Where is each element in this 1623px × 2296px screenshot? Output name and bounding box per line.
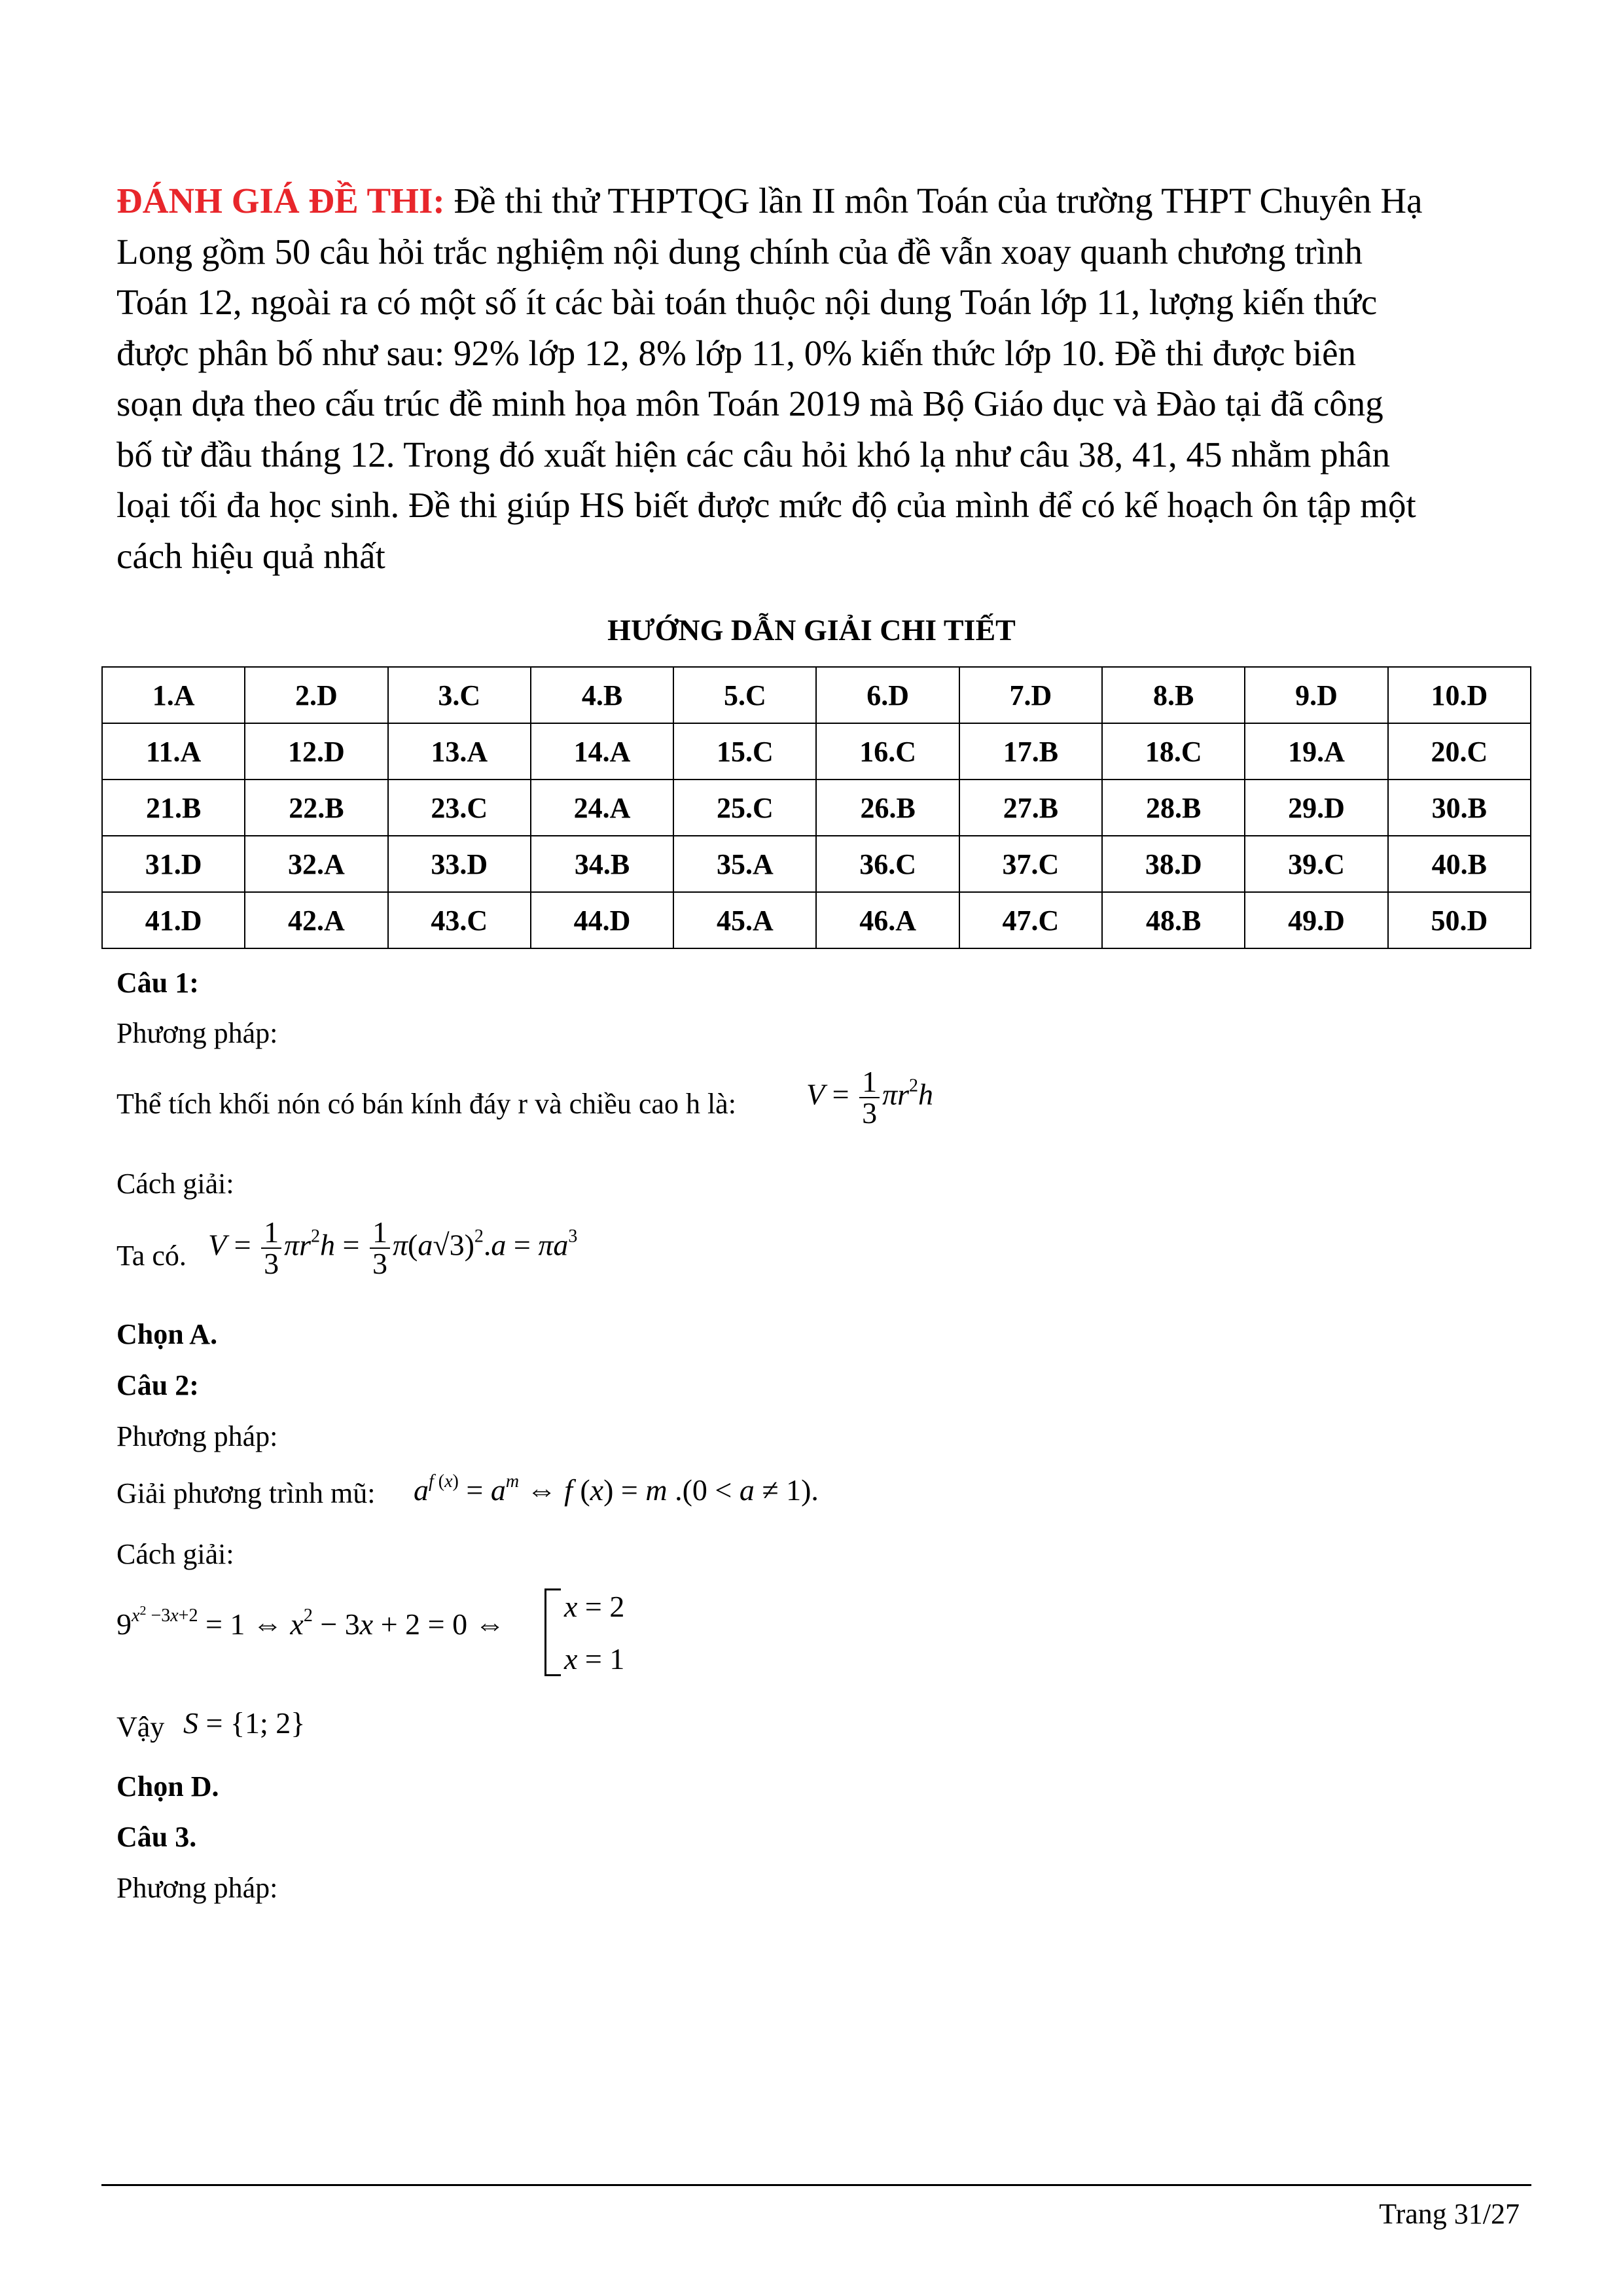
answer-cell: 31.D bbox=[102, 836, 245, 892]
answer-cell: 20.C bbox=[1388, 723, 1531, 780]
answer-cell: 33.D bbox=[388, 836, 531, 892]
answer-cell: 27.B bbox=[959, 780, 1102, 836]
answer-cell: 12.D bbox=[245, 723, 387, 780]
q3-method-label: Phương pháp: bbox=[116, 1872, 278, 1904]
q1-choice: Chọn A. bbox=[116, 1318, 218, 1350]
q2-solution-bracket bbox=[544, 1588, 561, 1676]
intro-line-3: Toán 12, ngoài ra có một số ít các bài toán thuộc nội dung Toán lớp 11, lượng kiến thức bbox=[116, 282, 1378, 322]
q1-cone-volume-formula: V = $\frac{1}{3}$ $\pi r^2h$ bbox=[806, 1065, 934, 1130]
answer-cell: 13.A bbox=[388, 723, 531, 780]
q2-root-x1: x = 1 bbox=[564, 1642, 625, 1676]
answer-row bbox=[102, 667, 1531, 723]
answer-cell: 37.C bbox=[959, 836, 1102, 892]
answer-cell: 11.A bbox=[102, 723, 245, 780]
q2-solution-formula: $9^{x^2 -3x+2} = 1$ ⇔ $x^2 - 3x + 2 = 0$ ⇔ bbox=[116, 1604, 505, 1641]
answer-row bbox=[102, 836, 1531, 892]
intro-paragraph bbox=[116, 175, 1537, 581]
intro-line-5: soạn dựa theo cấu trúc đề minh họa môn Toán 2019 mà Bộ Giáo dục và Đào tại đã công bbox=[116, 384, 1383, 423]
q2-heading: Câu 2: bbox=[116, 1369, 199, 1401]
answer-cell: 18.C bbox=[1102, 723, 1245, 780]
answer-row bbox=[102, 892, 1531, 948]
answer-cell: 45.A bbox=[673, 892, 816, 948]
answer-cell: 22.B bbox=[245, 780, 387, 836]
answer-cell: 15.C bbox=[673, 723, 816, 780]
q2-method-label: Phương pháp: bbox=[116, 1420, 278, 1452]
answer-cell: 10.D bbox=[1388, 667, 1531, 723]
answers-title: HƯỚNG DẪN GIẢI CHI TIẾT bbox=[607, 613, 1016, 647]
answer-cell: 42.A bbox=[245, 892, 387, 948]
answer-cell: 17.B bbox=[959, 723, 1102, 780]
answer-cell: 36.C bbox=[816, 836, 959, 892]
intro-lead: ĐÁNH GIÁ ĐỀ THI: bbox=[116, 181, 445, 221]
answer-cell: 40.B bbox=[1388, 836, 1531, 892]
answer-cell: 26.B bbox=[816, 780, 959, 836]
answer-cell: 48.B bbox=[1102, 892, 1245, 948]
intro-line-1-text: Đề thi thử THPTQG lần II môn Toán của trường THPT Chuyên Hạ bbox=[454, 181, 1423, 221]
answer-cell: 35.A bbox=[673, 836, 816, 892]
answer-cell: 2.D bbox=[245, 667, 387, 723]
q1-heading: Câu 1: bbox=[116, 967, 199, 999]
intro-line-6: bố từ đầu tháng 12. Trong đó xuất hiện các câu hỏi khó lạ như câu 38, 41, 45 nhằm phân bbox=[116, 434, 1391, 475]
answer-cell: 8.B bbox=[1102, 667, 1245, 723]
q2-method-text: Giải phương trình mũ: bbox=[116, 1477, 376, 1509]
q2-conclusion-text: Vậy bbox=[116, 1711, 165, 1743]
answer-cell: 23.C bbox=[388, 780, 531, 836]
answer-cell: 44.D bbox=[531, 892, 673, 948]
q2-solution-set: S = {1; 2} bbox=[183, 1706, 306, 1740]
intro-line-2: Long gồm 50 câu hỏi trắc nghiệm nội dung chính của đề vẫn xoay quanh chương trình bbox=[116, 231, 1363, 272]
answer-cell: 9.D bbox=[1245, 667, 1387, 723]
answer-cell: 41.D bbox=[102, 892, 245, 948]
page-number: Trang 31/27 bbox=[1379, 2198, 1520, 2230]
answer-cell: 7.D bbox=[959, 667, 1102, 723]
answer-cell: 24.A bbox=[531, 780, 673, 836]
intro-line-1 bbox=[116, 175, 1537, 226]
answer-cell: 16.C bbox=[816, 723, 959, 780]
answer-cell: 6.D bbox=[816, 667, 959, 723]
answer-cell: 50.D bbox=[1388, 892, 1531, 948]
answer-cell: 19.A bbox=[1245, 723, 1387, 780]
answer-cell: 4.B bbox=[531, 667, 673, 723]
intro-line-4: được phân bố như sau: 92% lớp 12, 8% lớp 11, 0% kiến thức lớp 10. Đề thi được biên bbox=[116, 332, 1357, 373]
q1-method-label: Phương pháp: bbox=[116, 1017, 278, 1049]
answer-cell: 14.A bbox=[531, 723, 673, 780]
q1-solution-text: Ta có. bbox=[116, 1240, 187, 1272]
answer-cell: 28.B bbox=[1102, 780, 1245, 836]
q2-solution-label: Cách giải: bbox=[116, 1538, 234, 1570]
intro-line-8: cách hiệu quả nhất bbox=[116, 535, 385, 576]
answer-cell: 43.C bbox=[388, 892, 531, 948]
answer-cell: 49.D bbox=[1245, 892, 1387, 948]
answer-cell: 39.C bbox=[1245, 836, 1387, 892]
answer-cell: 47.C bbox=[959, 892, 1102, 948]
answer-row bbox=[102, 780, 1531, 836]
answer-cell: 25.C bbox=[673, 780, 816, 836]
q3-heading: Câu 3. bbox=[116, 1821, 197, 1853]
answer-cell: 5.C bbox=[673, 667, 816, 723]
q2-choice: Chọn D. bbox=[116, 1770, 219, 1803]
answer-cell: 46.A bbox=[816, 892, 959, 948]
q1-method-text: Thể tích khối nón có bán kính đáy r và chiều cao h là: bbox=[116, 1088, 736, 1120]
answer-cell: 30.B bbox=[1388, 780, 1531, 836]
footer-divider bbox=[101, 2184, 1531, 2186]
answer-cell: 1.A bbox=[102, 667, 245, 723]
q2-root-x2: x = 2 bbox=[564, 1590, 625, 1623]
q1-solution-label: Cách giải: bbox=[116, 1168, 234, 1200]
answer-row bbox=[102, 723, 1531, 780]
answer-cell: 38.D bbox=[1102, 836, 1245, 892]
answer-cell: 29.D bbox=[1245, 780, 1387, 836]
answer-cell: 3.C bbox=[388, 667, 531, 723]
answer-key-table bbox=[101, 666, 1531, 949]
answer-cell: 34.B bbox=[531, 836, 673, 892]
q1-solution-formula: V = $\frac{1}{3}$ $\pi r^2h$ = $\frac{1}{3}$ $\pi(a√3)^2.a = \pi a^3$ bbox=[208, 1215, 578, 1280]
q2-exponential-rule-formula: $a^{f (x)} = a^m$ ⇔ f (x) = m .(0 < a ≠ 1). bbox=[414, 1471, 819, 1507]
intro-line-7: loại tối đa học sinh. Đề thi giúp HS biết được mức độ của mình để có kế hoạch ôn tập một bbox=[116, 485, 1416, 525]
answer-cell: 21.B bbox=[102, 780, 245, 836]
answer-cell: 32.A bbox=[245, 836, 387, 892]
